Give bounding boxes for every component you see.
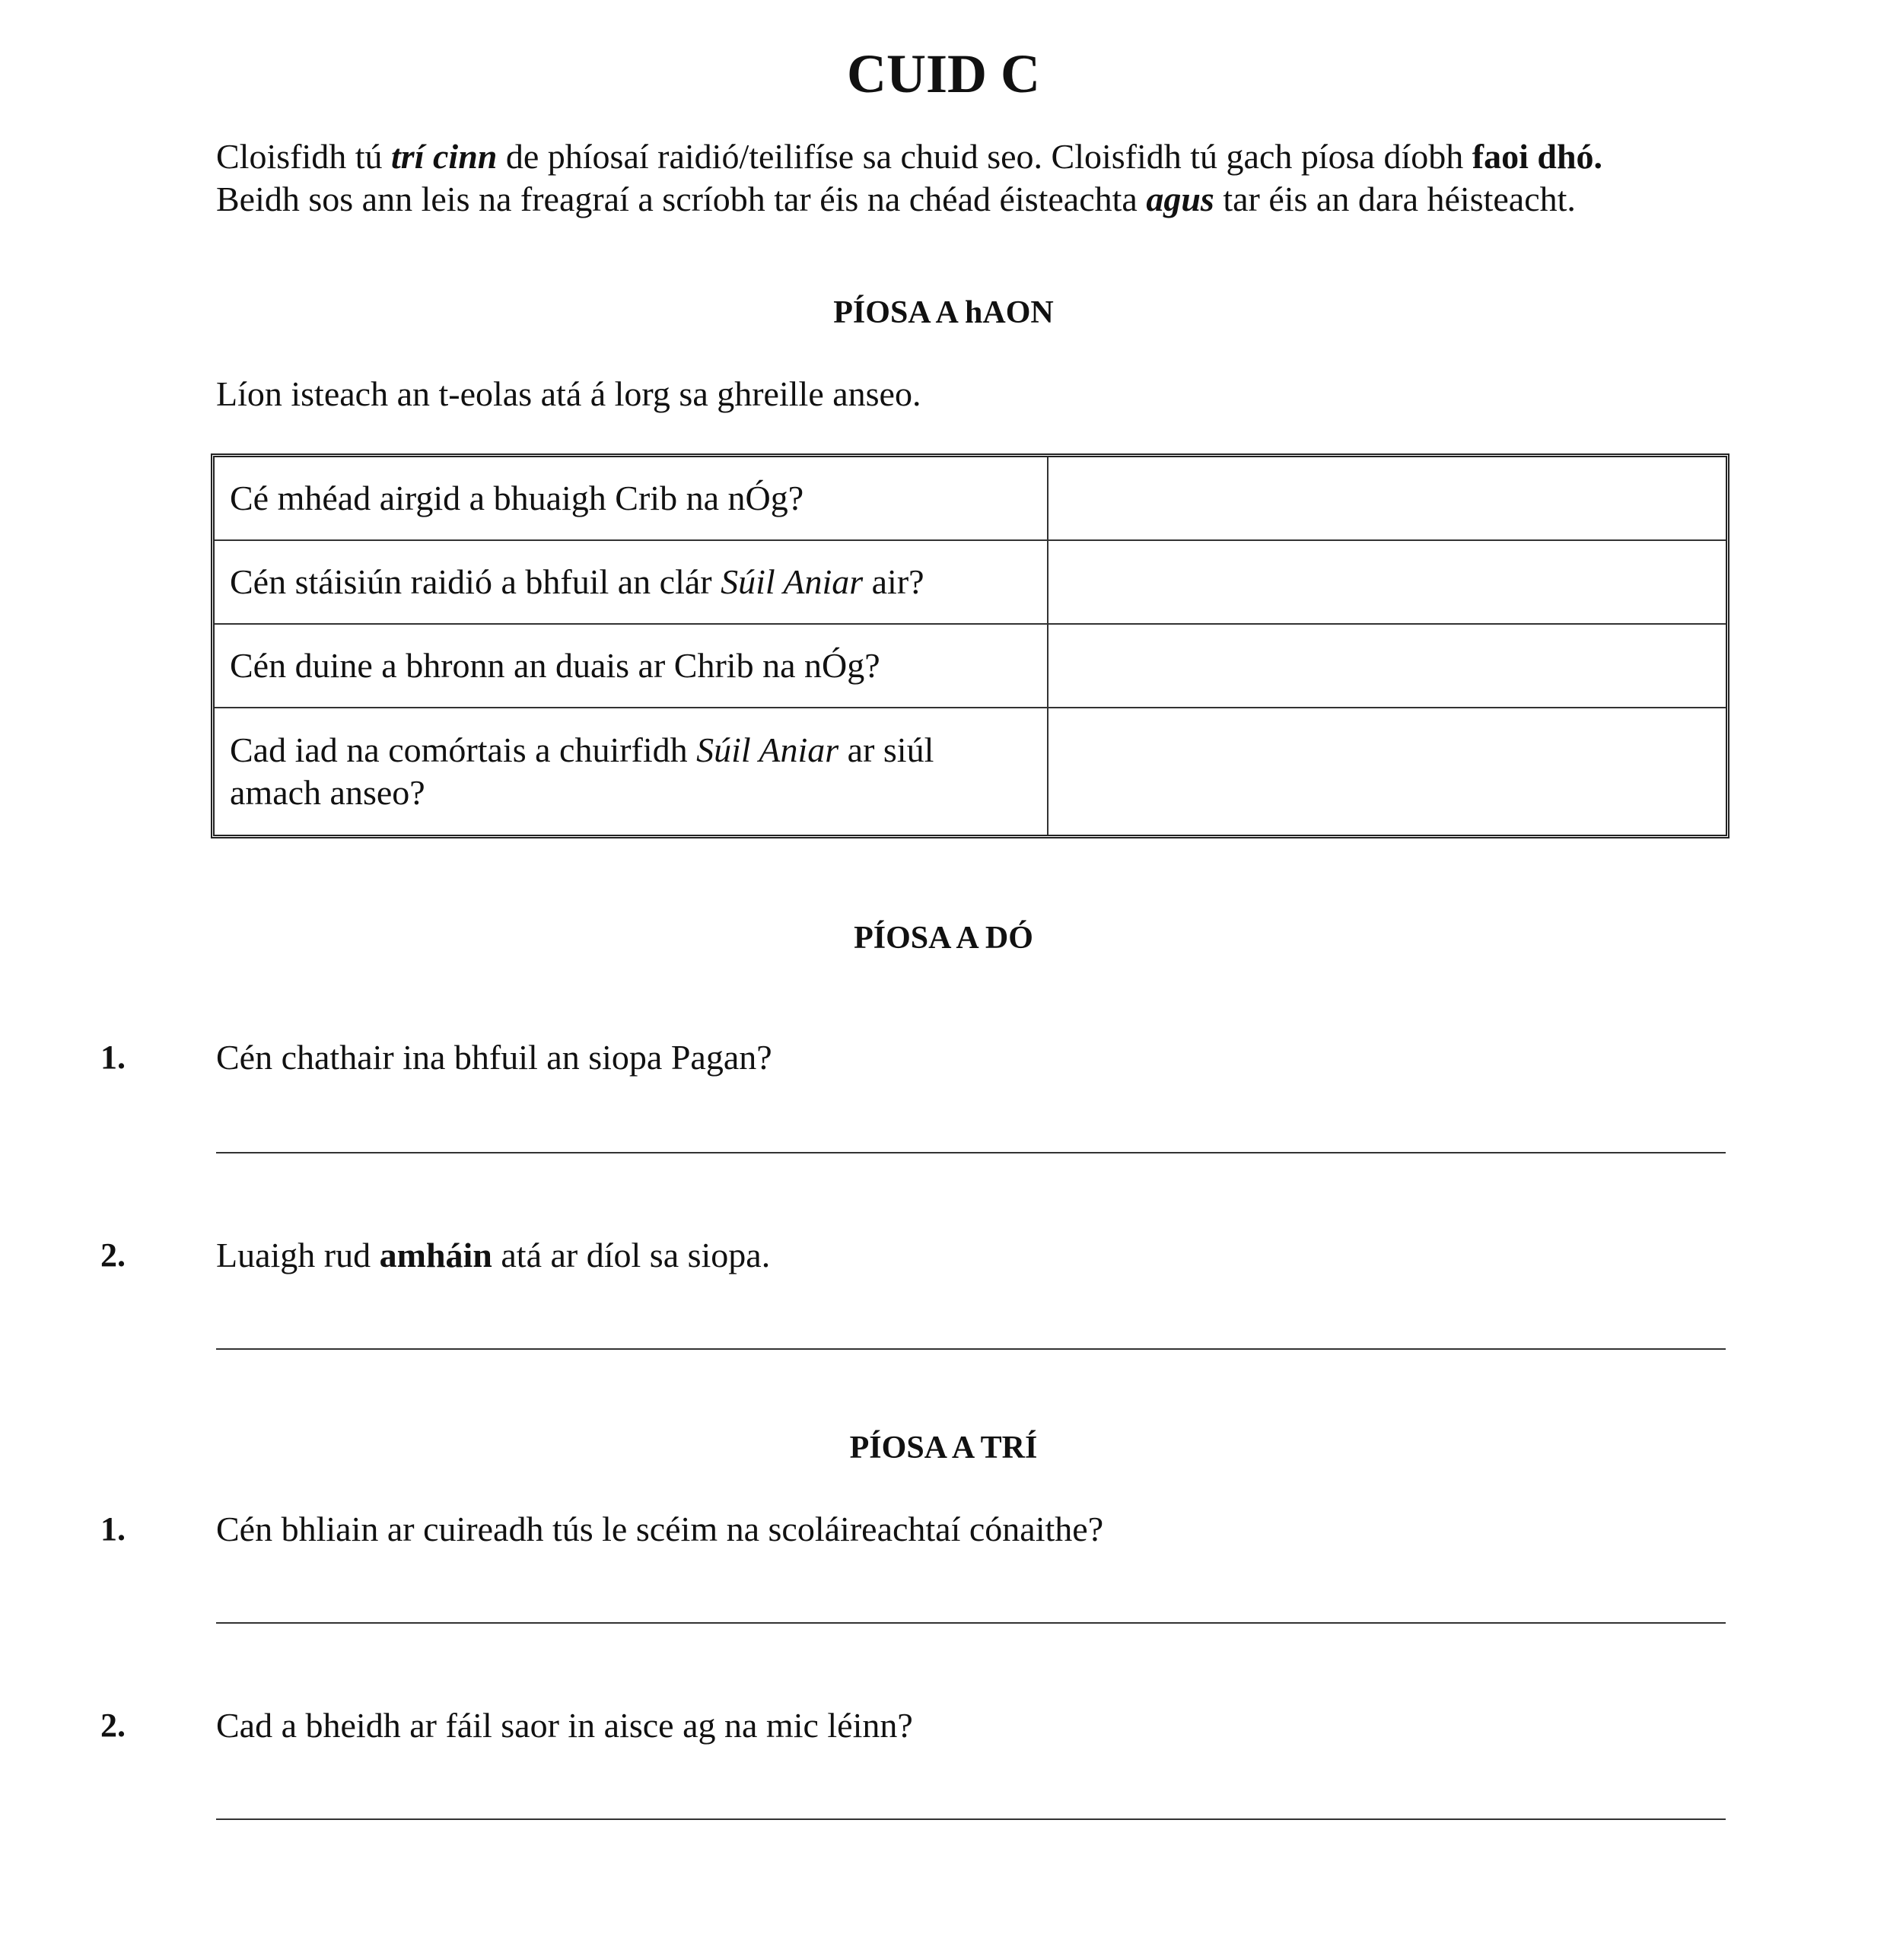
intro-emphasis-faoi-dho: faoi dhó.	[1472, 137, 1603, 176]
piosa-1-instruction: Líon isteach an t-eolas atá á lorg sa ghreille anseo.	[216, 374, 921, 413]
question-text: Cén chathair ina bhfuil an siopa Pagan?	[216, 1038, 772, 1077]
section-heading-piosa-1: PÍOSA A hAON	[833, 295, 1054, 330]
intro-emphasis-agus: agus	[1146, 180, 1214, 218]
question-number: 1.	[100, 1039, 126, 1076]
question-number: 2.	[100, 1236, 126, 1274]
question-text: Luaigh rud amháin atá ar díol sa siopa.	[216, 1236, 771, 1274]
grid-question: Cén duine a bhronn an duais ar Chrib na nÓg?	[215, 625, 1049, 708]
grid-row	[215, 457, 1726, 541]
intro-text: de phíosaí raidió/teilifíse sa chuid seo. Cloisfidh tú gach píosa díobh	[497, 137, 1472, 176]
emphasis-amhain: amháin	[379, 1236, 492, 1274]
answer-line[interactable]	[216, 1152, 1726, 1153]
intro-text: Beidh sos ann leis na freagraí a scríobh tar éis na chéad éisteachta	[216, 180, 1147, 218]
grid-answer-cell[interactable]	[1049, 625, 1726, 708]
section-heading-piosa-3: PÍOSA A TRÍ	[849, 1430, 1038, 1465]
question-text: Cén bhliain ar cuireadh tús le scéim na scoláireachtaí cónaithe?	[216, 1510, 1104, 1548]
grid-row	[215, 708, 1726, 835]
question-number: 1.	[100, 1510, 126, 1548]
intro-text: tar éis an dara héisteacht.	[1214, 180, 1576, 218]
grid-answer-cell[interactable]	[1049, 541, 1726, 625]
page-title: CUID C	[846, 43, 1040, 104]
grid-row	[215, 541, 1726, 625]
grid-question: Cad iad na comórtais a chuirfidh Súil Aniar ar siúl amach anseo?	[215, 708, 1049, 835]
intro-paragraph	[216, 135, 1768, 221]
answer-grid	[211, 453, 1729, 838]
section-heading-piosa-2: PÍOSA A DÓ	[854, 921, 1033, 956]
grid-answer-cell[interactable]	[1049, 457, 1726, 541]
answer-line[interactable]	[216, 1818, 1726, 1820]
intro-text: Cloisfidh tú	[216, 137, 392, 176]
question-text: Cad a bheidh ar fáil saor in aisce ag na mic léinn?	[216, 1706, 913, 1745]
question-number: 2.	[100, 1707, 126, 1744]
intro-emphasis-tri-cinn: trí cinn	[391, 137, 498, 176]
grid-question: Cén stáisiún raidió a bhfuil an clár Súil Aniar air?	[215, 541, 1049, 625]
grid-question: Cé mhéad airgid a bhuaigh Crib na nÓg?	[215, 457, 1049, 541]
answer-line[interactable]	[216, 1348, 1726, 1350]
answer-line[interactable]	[216, 1622, 1726, 1624]
grid-row	[215, 625, 1726, 708]
grid-answer-cell[interactable]	[1049, 708, 1726, 835]
